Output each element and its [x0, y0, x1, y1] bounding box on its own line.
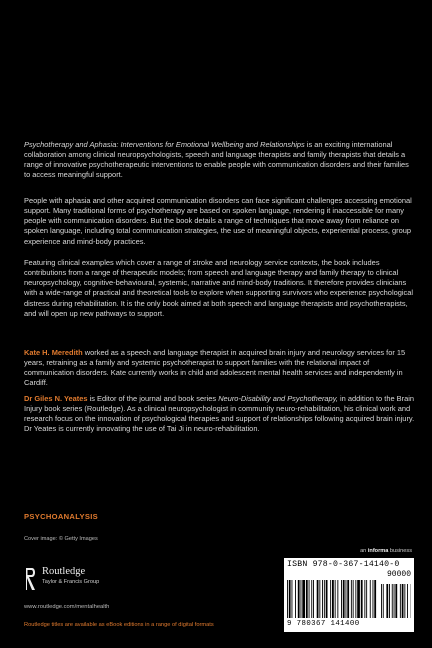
ebook-note: Routledge titles are available as eBook editions in a range of digital formats	[24, 622, 214, 628]
author-name: Kate H. Meredith	[24, 348, 83, 357]
description-text: is an exciting international collaboration among clinical neuropsychologists, speech and language therapists and family therapists that details a range of innovative psychotherapeutic interventions to enable people with communication disorders and their families to access meaningful support.	[24, 140, 409, 180]
barcode-bars	[287, 580, 411, 620]
routledge-logo-icon	[24, 566, 38, 592]
publisher-logo	[24, 566, 99, 592]
publisher-group: Taylor & Francis Group	[42, 579, 100, 585]
publisher-name: Routledge	[42, 566, 86, 577]
business-prefix: an	[360, 548, 368, 554]
description-paragraph-1	[24, 140, 416, 181]
author-bio-text: in addition to the Brain Injury book series (Routledge). As a clinical neuropsychologist in community neuro-rehabilitation, his clinical work and research focus on the innovation of psychological therapies and support of relationships following acquired brain injury. Dr Yeates is currently innovating the use of Tai Ji in neuro-rehabilitation.	[24, 394, 415, 434]
barcode-digits: 9 780367 141400	[287, 620, 360, 628]
description-paragraph-2: People with aphasia and other acquired communication disorders can face significant challenges accessing emotional support. Many traditional forms of psychotherapy are based on spoken language, rendering it inaccessible for many people with communication disorders. But the book details a range of techniques that move away from reliance on spoken language, including total communication strategies, the use of meaningful objects, experiential process, group experience and mind-body practices.	[24, 196, 412, 246]
cover-image-credit: Cover image: © Getty Images	[24, 536, 98, 542]
author-name: Dr Giles N. Yeates	[24, 394, 88, 403]
author-bio-text: is Editor of the journal and book series	[87, 394, 219, 403]
isbn-label: ISBN 978-0-367-14140-0	[287, 560, 400, 569]
informa-business-line	[360, 548, 412, 554]
book-title-italic: Psychotherapy and Aphasia: Interventions for Emotional Wellbeing and Relationships	[24, 140, 305, 149]
author-bio-yeates	[24, 394, 416, 435]
business-suffix: business	[388, 548, 412, 554]
barcode-addon: 90000	[386, 570, 411, 579]
category-label: PSYCHOANALYSIS	[24, 512, 98, 521]
description-paragraph-3: Featuring clinical examples which cover a range of stroke and neurology service contexts, the book includes contributions from a range of therapeutic models; from speech and language therapy and family therapy to clinical neuropsychology, cognitive-behavioural, systemic, narrative and mind-body traditions. It therefore provides clinicians with a wide-range of practical and theoretical tools to explore when supporting survivors who experience psychological distress during rehabilitation. It is the only book aimed at both speech and language therapists and psychotherapists, and will open up new pathways to support.	[24, 258, 414, 318]
author-bio-meredith	[24, 348, 416, 389]
isbn-barcode	[284, 558, 414, 632]
informa-brand: informa	[367, 548, 389, 554]
publisher-url: www.routledge.com/mentalhealth	[24, 604, 110, 610]
author-bio-text: worked as a speech and language therapist in acquired brain injury and neurology services for 15 years, retraining as a family and systemic psychotherapist to support families with the relational impact of communication disorders. Kate currently works in child and adolescent mental health services and independently in Cardiff.	[24, 348, 406, 388]
series-title-italic: Neuro-Disability and Psychotherapy,	[218, 394, 338, 403]
